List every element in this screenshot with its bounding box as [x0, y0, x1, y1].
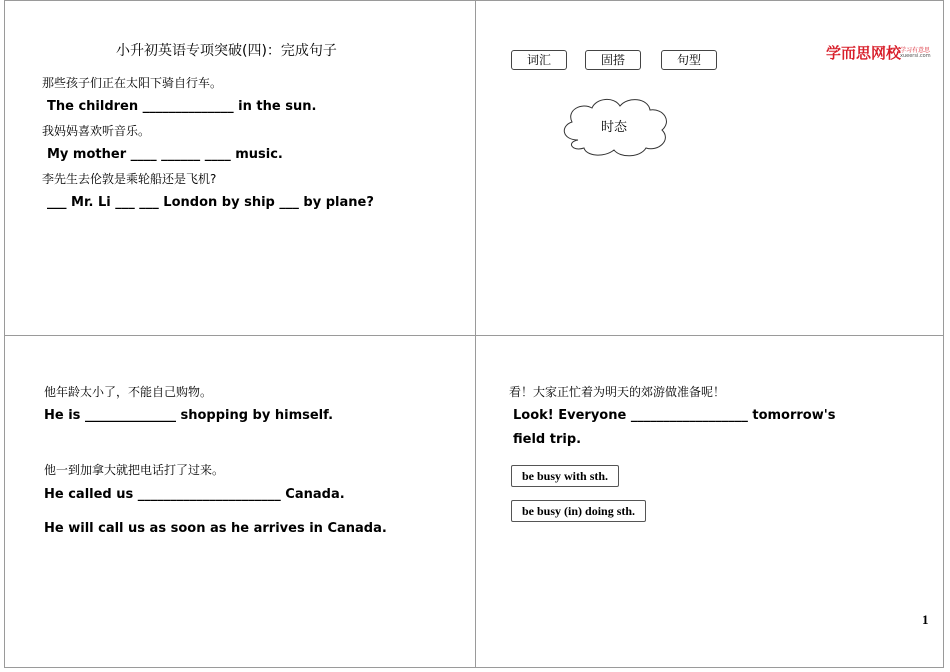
sentence-4-english: He is ______________ shopping by himself. — [44, 408, 334, 423]
phrase-box-busy-doing: be busy (in) doing sth. — [511, 500, 646, 522]
collocation-button[interactable]: 固搭 — [585, 50, 641, 70]
sentence-5-answer: He will call us as soon as he arrives in Canada. — [44, 521, 387, 536]
sentence-6-english-line2: field trip. — [513, 432, 582, 447]
sentence-2-english: My mother ____ ______ ____ music. — [47, 147, 283, 162]
sentence-3-chinese: 李先生去伦敦是乘轮船还是飞机? — [42, 172, 217, 186]
sentence-2-chinese: 我妈妈喜欢听音乐。 — [42, 124, 151, 138]
sentence-3-english: ___ Mr. Li ___ ___ London by ship ___ by plane? — [47, 195, 374, 210]
sentence-6-english-line1: Look! Everyone __________________ tomorrow's — [513, 408, 836, 423]
sentence-pattern-button[interactable]: 句型 — [661, 50, 717, 70]
page-number: 1 — [922, 612, 929, 627]
sentence-5-chinese: 他一到加拿大就把电话打了过来。 — [44, 463, 225, 477]
sentence-4-chinese: 他年龄太小了，不能自己购物。 — [44, 385, 213, 399]
cloud-label: 时态 — [601, 120, 628, 135]
phrase-box-busy-with: be busy with sth. — [511, 465, 619, 487]
sentence-1-english: The children ______________ in the sun. — [47, 99, 317, 114]
horizontal-divider — [4, 335, 944, 336]
sentence-6-chinese: 看！大家正忙着为明天的郊游做准备呢！ — [509, 385, 726, 399]
page-title: 小升初英语专项突破(四)：完成句子 — [116, 43, 337, 59]
logo-text: 学而思网校 — [826, 44, 902, 62]
logo-slogan: 学习有意思 — [900, 47, 931, 54]
sentence-5-english: He called us ______________________ Canada. — [44, 487, 345, 502]
vertical-divider — [475, 0, 476, 668]
sentence-1-chinese: 那些孩子们正在太阳下骑自行车。 — [42, 76, 223, 90]
logo-url: xueersi.com — [900, 53, 931, 59]
vocabulary-button[interactable]: 词汇 — [511, 50, 567, 70]
